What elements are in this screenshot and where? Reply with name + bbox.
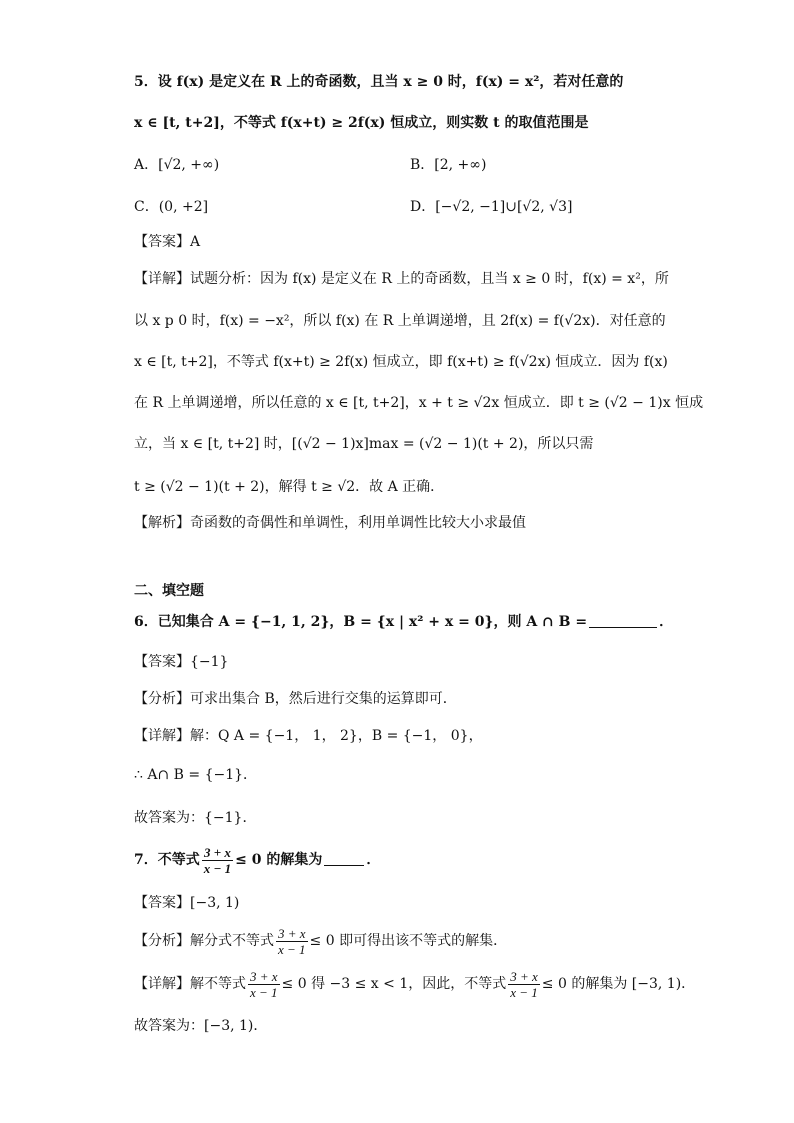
q7-frac-numerator: 3 + x <box>203 844 231 860</box>
q5-option-c: C．(0, +2] <box>134 199 209 215</box>
q5-detail-line1: 【详解】试题分析：因为 f(x) 是定义在 R 上的奇函数，且当 x ≥ 0 时，f(x) = x²，所 <box>134 271 669 287</box>
q5-option-d: D．[−√2, −1]∪[√2, √3] <box>410 199 573 215</box>
q6-detail-line2: ∴ A∩ B = {−1}． <box>134 767 258 783</box>
q7-fenxi-suffix: ≤ 0 即可得出该不等式的解集． <box>309 933 508 949</box>
q5-detail-line5: 立，当 x ∈ [t, t+2] 时，[(√2 − 1)x]max = (√2 − 1)(t + 2)，所以只需 <box>134 436 594 452</box>
q6-fenxi: 【分析】可求出集合 B，然后进行交集的运算即可． <box>134 691 457 707</box>
q5-option-a: A．[√2, +∞) <box>134 157 220 173</box>
q7-detail-fraction-2 <box>508 969 540 1000</box>
q6-answer: 【答案】{−1} <box>134 654 229 670</box>
q5-detail-line4: 在 R 上单调递增，所以任意的 x ∈ [t, t+2]，x + t ≥ √2x 恒成立．即 t ≥ (√2 − 1)x 恒成 <box>134 395 704 411</box>
q7-detail-prefix: 【详解】解不等式 <box>134 976 246 992</box>
q7-fenxi <box>134 923 694 959</box>
q7-detail-frac2-numerator: 3 + x <box>510 968 538 984</box>
q7-detail-frac2-denominator: x − 1 <box>510 984 538 1000</box>
q5-detail-line3: x ∈ [t, t+2]，不等式 f(x+t) ≥ 2f(x) 恒成立，即 f(x+t) ≥ f(√2x) 恒成立．因为 f(x) <box>134 354 668 370</box>
q7-fenxi-fraction <box>276 926 308 957</box>
q6-stem-text: 6．已知集合 A = {−1, 1, 2}，B = {x | x² + x = 0}，则 A ∩ B = <box>134 614 588 630</box>
q7-detail <box>134 966 694 1002</box>
q5-stem-line1: 5．设 f(x) 是定义在 R 上的奇函数，且当 x ≥ 0 时，f(x) = x²，若对任意的 <box>134 74 624 90</box>
q6-answer-blank <box>589 615 657 628</box>
q7-answer: 【答案】[−3, 1) <box>134 895 240 911</box>
q7-detail-suffix: ≤ 0 的解集为 [−3, 1)． <box>541 976 696 992</box>
q6-detail-line1: 【详解】解：Q A = {−1， 1， 2}，B = {−1， 0}， <box>134 728 483 744</box>
q7-frac-denominator: x − 1 <box>203 860 232 876</box>
q5-stem-line2: x ∈ [t, t+2]，不等式 f(x+t) ≥ 2f(x) 恒成立，则实数 t 的取值范围是 <box>134 115 589 131</box>
q7-detail-frac1-denominator: x − 1 <box>250 984 278 1000</box>
q6-stem: 6．已知集合 A = {−1, 1, 2}，B = {x | x² + x = 0}，则 A ∩ B = ． <box>134 614 674 630</box>
q5-detail-line2: 以 x p 0 时，f(x) = −x²，所以 f(x) 在 R 上单调递增，且 2f(x) = f(√2x)．对任意的 <box>134 313 666 329</box>
q5-answer: 【答案】A <box>134 234 201 250</box>
q5-detail-line6: t ≥ (√2 − 1)(t + 2)，解得 t ≥ √2．故 A 正确． <box>134 479 445 495</box>
q5-analysis: 【解析】奇函数的奇偶性和单调性，利用单调性比较大小求最值 <box>134 515 526 531</box>
q7-detail-mid: ≤ 0 得 −3 ≤ x < 1，因此，不等式 <box>281 976 507 992</box>
q7-stem: 7．不等式 $\frac{3 + x}{x - 1}$ ≤ 0 的解集为 ． <box>134 844 381 876</box>
q7-final-answer: 故答案为：[−3, 1)． <box>134 1018 268 1034</box>
q7-stem-prefix: 7．不等式 <box>134 852 200 868</box>
q7-answer-blank <box>324 853 364 866</box>
section-heading: 二、填空题 <box>134 583 204 599</box>
q7-fenxi-prefix: 【分析】解分式不等式 <box>134 933 274 949</box>
q7-detail-frac1-numerator: 3 + x <box>250 968 278 984</box>
q7-detail-fraction-1 <box>248 969 280 1000</box>
q7-fenxi-frac-numerator: 3 + x <box>278 925 306 941</box>
q6-final-answer: 故答案为：{−1}． <box>134 810 257 826</box>
q7-fenxi-frac-denominator: x − 1 <box>278 941 306 957</box>
q7-stem-fraction <box>202 845 233 876</box>
q7-stem-suffix: ≤ 0 的解集为 <box>235 852 323 868</box>
q5-option-b: B．[2, +∞) <box>410 157 487 173</box>
